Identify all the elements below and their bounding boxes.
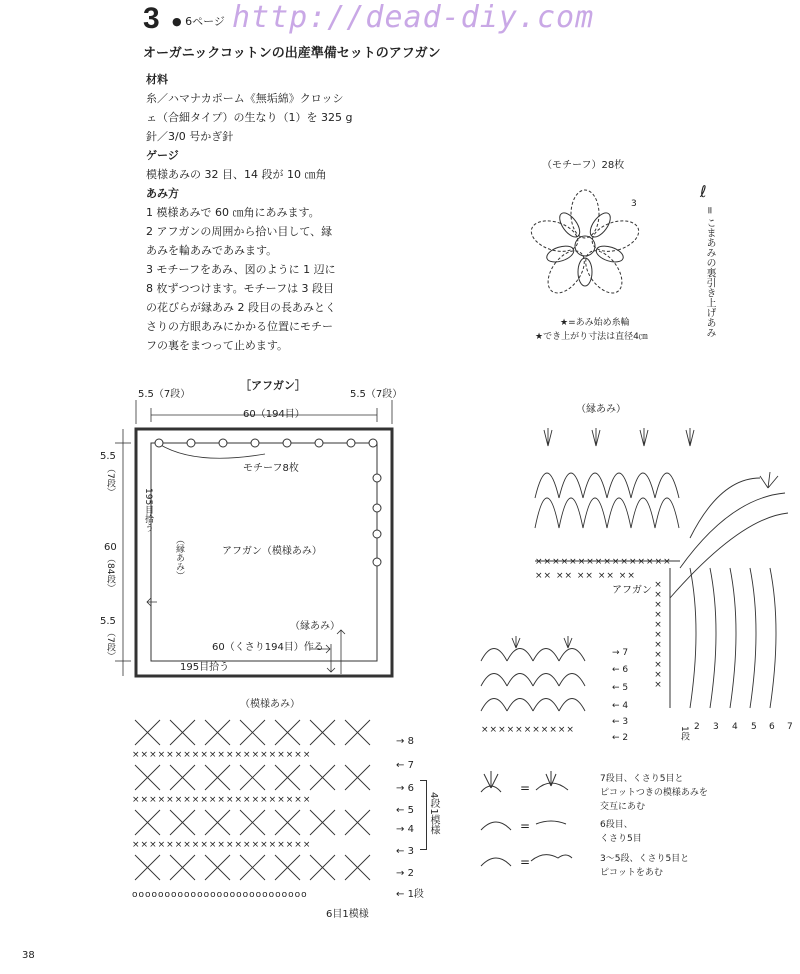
chain-arch-icon [481, 822, 511, 830]
pickup-arrow-left [147, 598, 157, 606]
left-bot-rows: （7段） [105, 628, 115, 661]
edging-row-6: 6 [769, 722, 775, 732]
method-step3-line1: 3 モチーフをあみ、図のように 1 辺に [146, 263, 336, 276]
edging-detail-chart [476, 636, 606, 746]
legend-item3-line2: ピコットをあむ [600, 868, 663, 878]
left-bot-value: 5.5 [100, 616, 116, 627]
edging-base-row: ×××××××××××××××× [535, 557, 672, 567]
afghan-title: ［アフガン］ [240, 379, 306, 392]
edging-right-row-6: ← 6 [612, 665, 629, 675]
edging-row-2: 2 [694, 722, 700, 732]
pattern-row-5-num: 5 [407, 805, 414, 816]
motif-note-size: ★でき上がり寸法は直径4㎝ [535, 332, 648, 342]
gauge-text: 模様あみの 32 目、14 段が 10 ㎝角 [146, 168, 327, 181]
materials-yarn-line1: 糸／ハマナカポーム《無垢綿》クロッシ [146, 92, 344, 105]
method-step3-line5: フの裏をまつって止めます。 [146, 339, 289, 352]
edging-row-4: 4 [732, 722, 738, 732]
method-step2-line2: あみを輪あみであみます。 [146, 244, 278, 257]
bottom-chain-label: 60（くさり194目）作る [212, 642, 324, 653]
pickup-side-label: 195目拾う [143, 488, 153, 533]
legend-item1-line1: 7段目、くさり5目と [600, 774, 684, 784]
materials-yarn-line2: ェ（合細タイプ）の生なり（1）を 325 g [146, 111, 353, 124]
edging-right-row-2-num: 2 [622, 733, 629, 743]
left-top-rows: （7段） [105, 464, 115, 497]
edging-base-row-2: ×× ×× ×× ×× ×× [535, 571, 636, 581]
method-step3-line2: 8 枚ずつつけます。モチーフは 3 段目 [146, 282, 335, 295]
pattern-sc-row-3: ××××××××××××××××××××× [132, 840, 312, 850]
motif-legend: = こまあみの裏引き上げあみ [704, 206, 715, 338]
method-step3-line3: の花びらが縁あみ 2 段目の長あみとく [146, 301, 336, 314]
pattern-row-6-num: 6 [407, 783, 414, 794]
bottom-pickup-label: 195目拾う [180, 662, 230, 673]
motif-count-label: モチーフ8枚 [243, 463, 299, 474]
pattern-row-label-4: → 4 [396, 824, 414, 835]
motif-note-start: ★=あみ始め糸輪 [560, 318, 630, 328]
page-title: オーガニックコットンの出産準備セットのアフガン [143, 46, 441, 61]
pattern-chain-row: ooooooooooooooooooooooooooo [132, 890, 308, 900]
pattern-row-label-8: → 8 [396, 736, 414, 747]
top-left-margin: 5.5（7段） [138, 389, 191, 400]
picot-chain-icon [531, 855, 572, 861]
page-reference: ● 6ページ [172, 15, 225, 28]
edging-row-7: 7 [787, 722, 793, 732]
edge-arrow-up [337, 630, 345, 674]
edging-right-row-7: → 7 [612, 648, 629, 658]
legend-item2-line2: くさり5目 [600, 834, 642, 844]
top-right-margin: 5.5（7段） [350, 389, 403, 400]
left-top-value: 5.5 [100, 451, 116, 462]
pattern-number: 3 [143, 2, 160, 35]
method-heading: あみ方 [146, 187, 179, 200]
svg-text:=: = [520, 855, 531, 869]
pattern-row-4 [135, 810, 370, 835]
edging-right-row-4: ← 4 [612, 701, 629, 711]
afghan-center-label: アフガン（模様あみ） [222, 546, 322, 557]
pattern-row-label-7: ← 7 [396, 760, 414, 771]
materials-heading: 材料 [146, 73, 168, 86]
method-step3-line4: さりの方眼あみにかかる位置にモチー [146, 320, 333, 333]
pattern-row-8 [135, 720, 370, 745]
watermark: http://dead-diy.com [232, 0, 595, 35]
edging-right-row-5: ← 5 [612, 683, 629, 693]
pattern-repeat-sts: 6目1模様 [326, 909, 369, 920]
edging-row-5: 5 [751, 722, 757, 732]
motif-curve [159, 444, 265, 458]
legend-item1-line2: ピコットつきの模様あみを [600, 788, 708, 798]
pattern-row-label-6: → 6 [396, 783, 414, 794]
left-mid-rows: （84段） [105, 554, 115, 593]
pattern-sc-row-2: ××××××××××××××××××××× [132, 795, 312, 805]
fan-stitch-icon [481, 771, 501, 792]
pattern-row-6 [135, 765, 370, 790]
left-mid-value: 60 [104, 542, 117, 553]
pattern-row-4-num: 4 [407, 824, 414, 835]
motif-chart [515, 176, 655, 316]
svg-text:=: = [520, 819, 531, 833]
pattern-row-label-2: → 2 [396, 868, 414, 879]
edging-right-row-2: ← 2 [612, 733, 629, 743]
edging-right-row-4-num: 4 [622, 701, 629, 711]
edging-row-3: 3 [713, 722, 719, 732]
edging-afghan-label: アフガン [612, 585, 652, 596]
materials-hook: 針／3/0 号かぎ針 [146, 130, 234, 143]
fan-picot-icon [536, 771, 568, 790]
edging-side-row: ××××××××××× [653, 580, 663, 690]
page-number: 38 [22, 950, 35, 961]
pattern-chart [130, 715, 390, 905]
pattern-row-1-num: 1段 [407, 889, 424, 900]
pattern-repeat-rows: 4段1模様 [428, 792, 439, 835]
pattern-row-label-1: ← 1段 [396, 889, 424, 900]
svg-text:=: = [520, 781, 531, 795]
edge-side-label: （縁あみ） [174, 535, 184, 580]
method-step1: 1 模様あみで 60 ㎝角にあみます。 [146, 206, 320, 219]
svg-text:×××××××××××: ××××××××××× [481, 725, 575, 735]
edging-right-row-3: ← 3 [612, 717, 629, 727]
pattern-row-2 [135, 855, 370, 880]
edging-title: （縁あみ） [576, 404, 626, 415]
legend-item2-line1: 6段目、 [600, 820, 633, 830]
pattern-sc-row-1: ××××××××××××××××××××× [132, 750, 312, 760]
edging-right-row-7-num: 7 [622, 648, 629, 658]
pattern-row-7-num: 7 [407, 760, 414, 771]
pattern-row-label-5: ← 5 [396, 805, 414, 816]
pattern-row-2-num: 2 [407, 868, 414, 879]
edging-row-1: 1段 [679, 726, 689, 741]
legend-symbol-icon: ℓ [700, 182, 707, 201]
legend-symbols [476, 766, 596, 876]
top-width: 60（194目） [243, 409, 305, 420]
pattern-row-label-3: ← 3 [396, 846, 414, 857]
motif-title: （モチーフ）28枚 [542, 160, 625, 171]
picot-arch-icon [481, 858, 511, 866]
method-step2-line1: 2 アフガンの周囲から拾い目して、縁 [146, 225, 333, 238]
edging-right-row-3-num: 3 [622, 717, 629, 727]
bottom-edge-label: （縁あみ） [290, 621, 340, 632]
legend-item3-line1: 3～5段、くさり5目と [600, 854, 690, 864]
motif-row-marker: 3 [631, 199, 637, 209]
chain-five-icon [536, 821, 566, 824]
edging-right-row-6-num: 6 [622, 665, 629, 675]
gauge-heading: ゲージ [146, 149, 179, 162]
pattern-title: （模様あみ） [240, 699, 300, 710]
pattern-row-3-num: 3 [407, 846, 414, 857]
edge-arrow-down [327, 644, 335, 672]
legend-item1-line3: 交互にあむ [600, 802, 646, 812]
edging-right-row-5-num: 5 [622, 683, 629, 693]
pattern-row-8-num: 8 [407, 736, 414, 747]
motif-petals [527, 190, 642, 300]
